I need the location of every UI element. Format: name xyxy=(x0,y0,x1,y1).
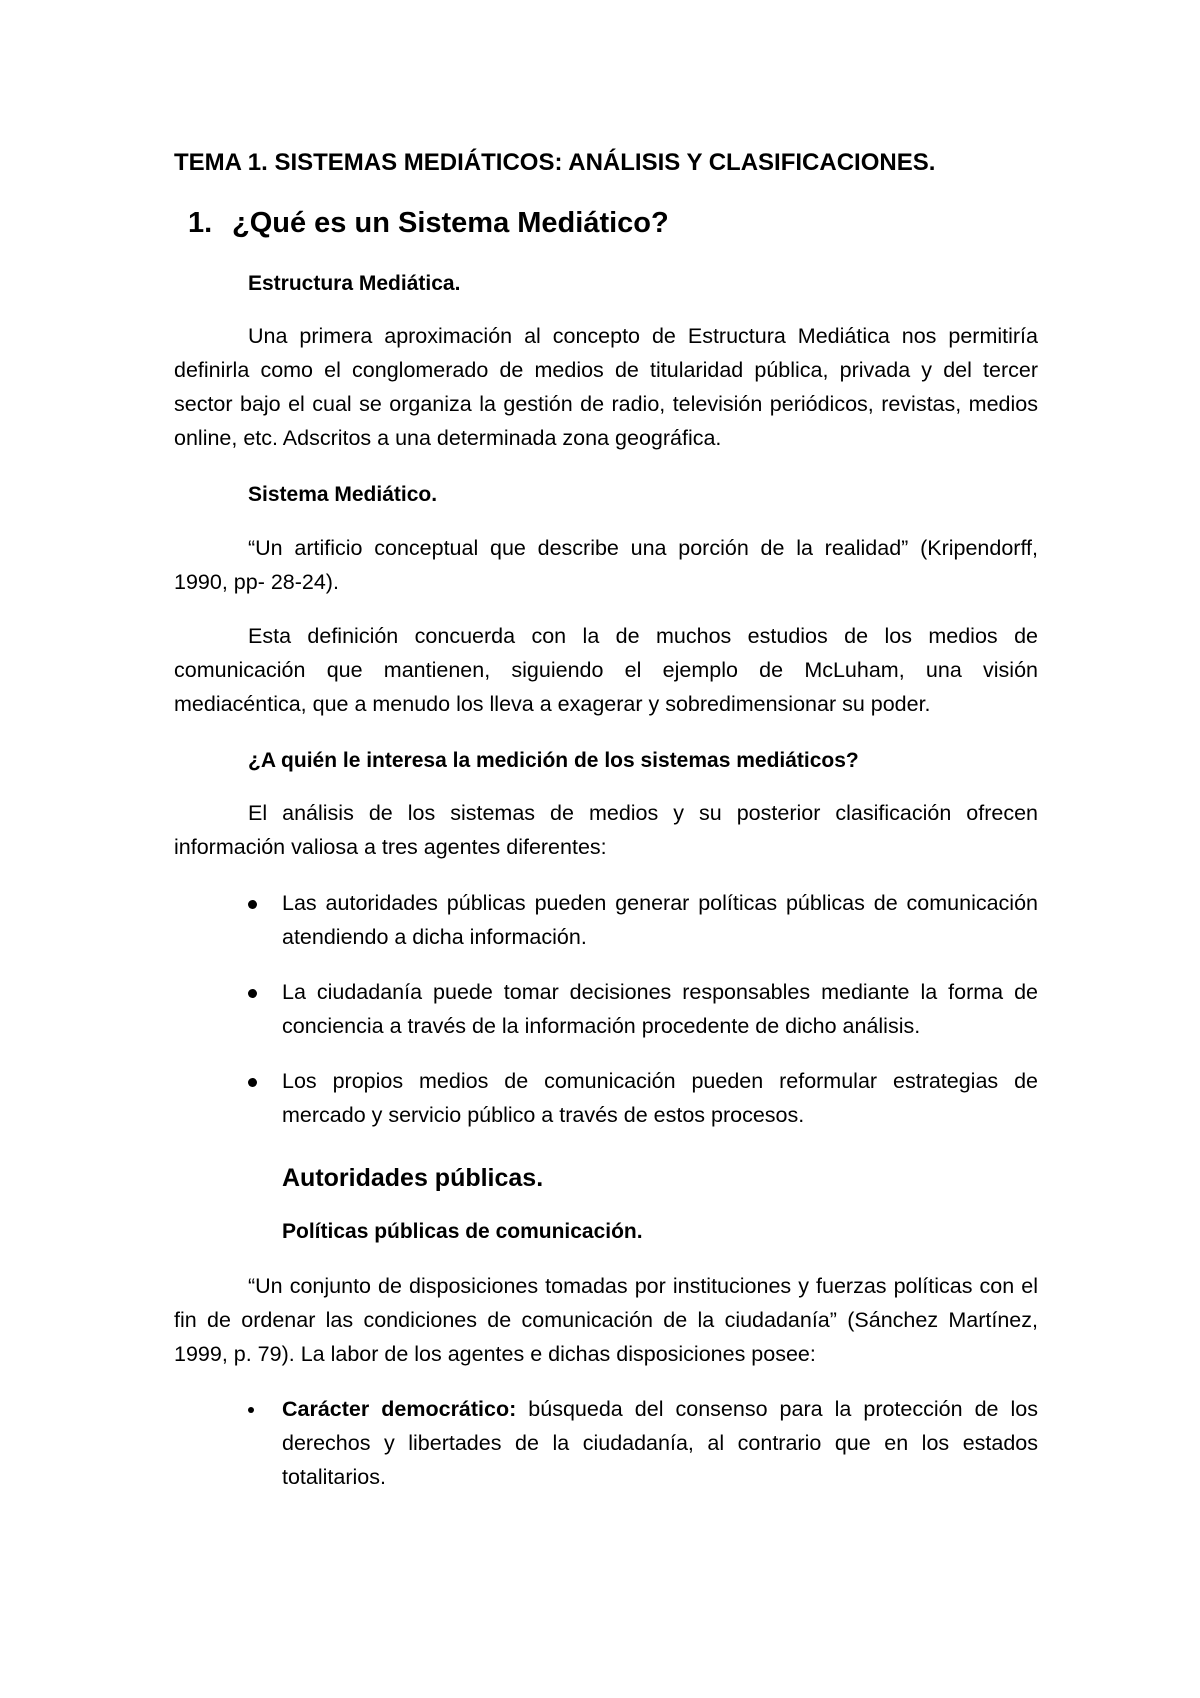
sistema-paragraph: Esta definición concuerda con la de muchos estudios de los medios de comunicación que mantienen, siguiendo el ejemplo de McLuham, una visión mediacéntica, que a menudo los lleva a exagerar y sobredimensionar su poder. xyxy=(174,624,1038,716)
document-title: TEMA 1. SISTEMAS MEDIÁTICOS: ANÁLISIS Y CLASIFICACIONES. xyxy=(174,149,936,176)
caracter-list xyxy=(248,1392,1038,1515)
sistema-heading: Sistema Mediático. xyxy=(248,483,438,506)
list-item-text: Las autoridades públicas pueden generar políticas públicas de comunicación atendiendo a dicha información. xyxy=(282,891,1038,949)
list-item xyxy=(248,975,1038,1043)
bullet-icon xyxy=(248,1078,257,1087)
list-item xyxy=(248,1392,1038,1494)
bullet-icon xyxy=(248,1407,254,1413)
caracter-text: búsqueda del consenso para la protección de los derechos y libertades de la ciudadanía, al contrario que en los estados totalitarios. xyxy=(282,1397,1038,1489)
bullet-icon xyxy=(248,989,257,998)
list-item-text: Los propios medios de comunicación pueden reformular estrategias de mercado y servicio público a través de estos procesos. xyxy=(282,1069,1038,1127)
list-item xyxy=(248,1064,1038,1132)
bullet-icon xyxy=(248,900,257,909)
interesa-paragraph: El análisis de los sistemas de medios y su posterior clasificación ofrecen información valiosa a tres agentes diferentes: xyxy=(174,801,1038,859)
estructura-paragraph: Una primera aproximación al concepto de Estructura Mediática nos permitiría definirla como el conglomerado de medios de titularidad pública, privada y del tercer sector bajo el cual se organiza la gestión de radio, televisión periódicos, revistas, medios online, etc. Adscritos a una determinada zona geográfica. xyxy=(174,324,1038,450)
interesa-heading: ¿A quién le interesa la medición de los sistemas mediáticos? xyxy=(248,749,859,772)
sistema-quote: “Un artificio conceptual que describe una porción de la realidad” (Kripendorff, 1990, pp- 28-24). xyxy=(174,536,1038,594)
autoridades-heading: Autoridades públicas. xyxy=(282,1164,544,1192)
agents-list xyxy=(248,886,1038,1153)
list-item xyxy=(248,886,1038,954)
section-number: 1. xyxy=(188,207,213,239)
list-item-text: La ciudadanía puede tomar decisiones responsables mediante la forma de conciencia a través de la información procedente de dicho análisis. xyxy=(282,980,1038,1038)
caracter-label: Carácter democrático: xyxy=(282,1397,517,1421)
politicas-heading: Políticas públicas de comunicación. xyxy=(282,1220,643,1243)
estructura-heading: Estructura Mediática. xyxy=(248,272,461,295)
section-heading xyxy=(188,205,669,241)
section-title: ¿Qué es un Sistema Mediático? xyxy=(232,207,669,239)
politicas-paragraph: “Un conjunto de disposiciones tomadas por instituciones y fuerzas políticas con el fin de ordenar las condiciones de comunicación de la ciudadanía” (Sánchez Martínez, 1999, p. 79). La labor de los agentes e dichas disposiciones posee: xyxy=(174,1274,1038,1366)
